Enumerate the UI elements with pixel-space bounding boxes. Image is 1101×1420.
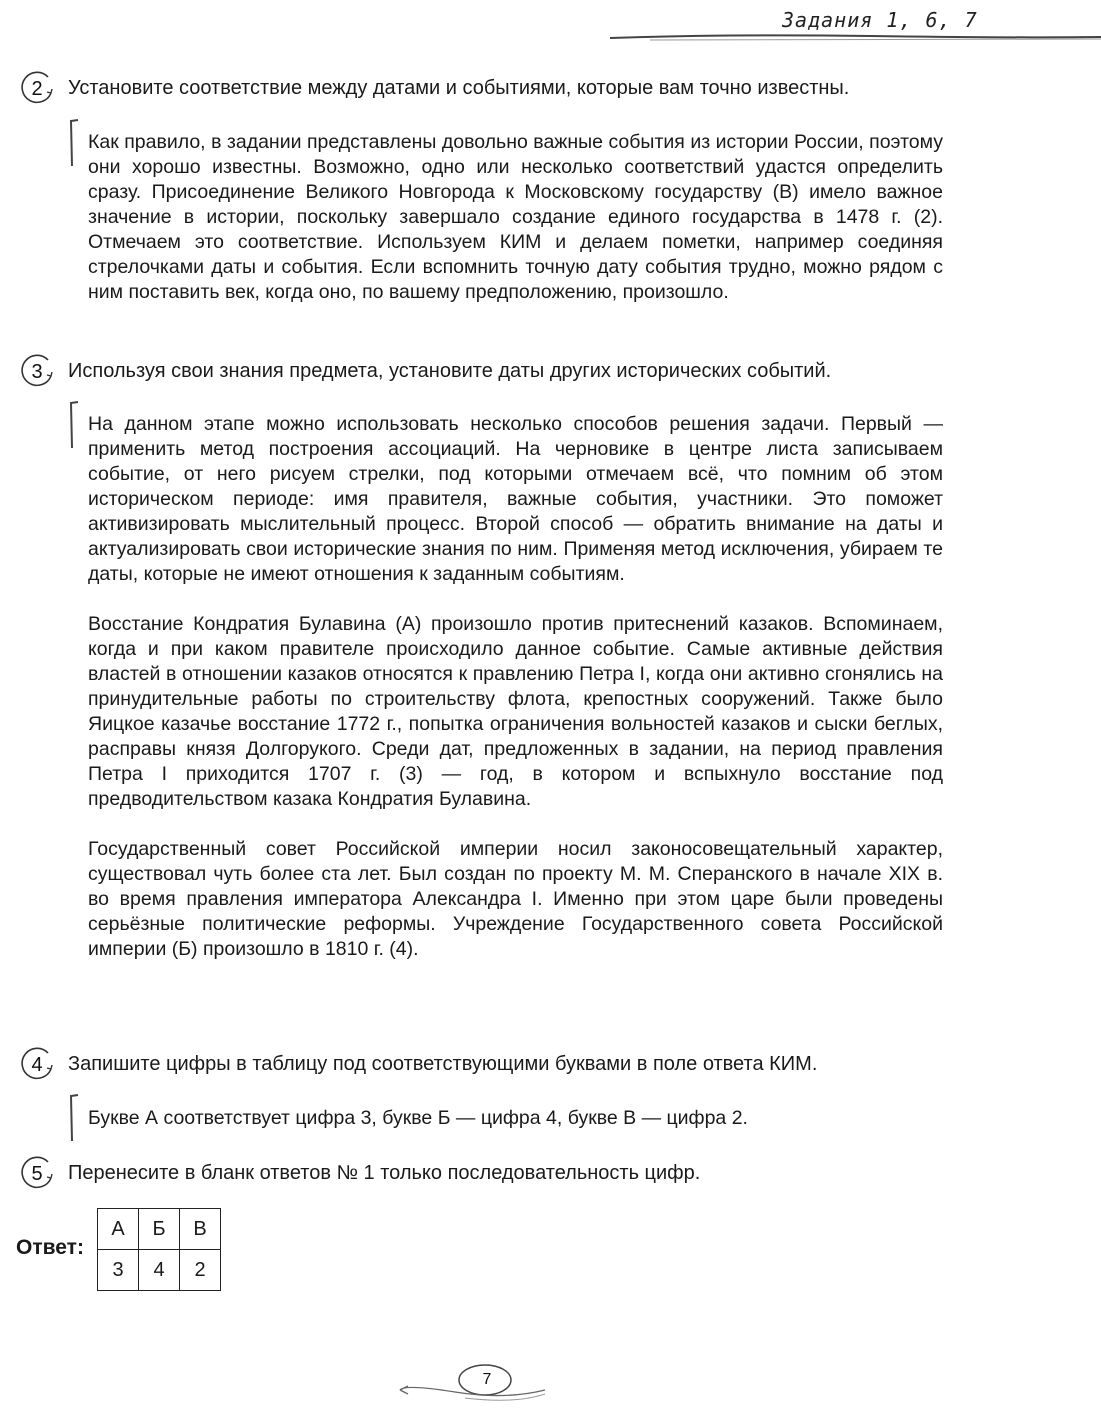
step-instruction: Установите соответствие между датами и событиями, которые вам точно известны. bbox=[68, 77, 850, 99]
note-bracket-icon bbox=[68, 118, 80, 168]
step-number: 5 bbox=[31, 1163, 43, 1185]
note-paragraph: На данном этапе можно использовать несколько способов решения задачи. Первый — применить метод построения ассоциаций. На черновике в центре листа записываем событие, от него рисуем стрелки, под которыми отмечаем всё, что помним об этом историческом периоде: имя правителя, важные события, участники. Это поможет активизировать мыслительный процесс. Второй способ — обратить внимание на даты и актуализировать свои исторические знания по ним. Применяя метод исключения, убираем те даты, которые не имеют отношения к заданным событиям. bbox=[88, 413, 943, 585]
answer-value-cell: 2 bbox=[180, 1250, 221, 1291]
step-instruction: Запишите цифры в таблицу под соответствующими буквами в поле ответа КИМ. bbox=[68, 1053, 818, 1075]
step-number: 2 bbox=[31, 78, 43, 100]
page-number: 7 bbox=[482, 1371, 492, 1388]
note-step-2 bbox=[68, 118, 948, 333]
step-instruction: Перенесите в бланк ответов № 1 только последовательность цифр. bbox=[68, 1162, 701, 1184]
answer-header-cell: Б bbox=[139, 1209, 180, 1250]
note-paragraph: Государственный совет Российской империи носил законосовещательный характер, существовал чуть более ста лет. Был создан по проекту М. М. Сперанского в начале XIX в. во время правления императора Александра I. Именно при этом царе были проведены серьёзные политические реформы. Учреждение Государственного совета Российской империи (Б) произошло в 1810 г. (4). bbox=[88, 838, 943, 960]
answer-value-cell: 3 bbox=[98, 1250, 139, 1291]
answer-value-row bbox=[98, 1250, 221, 1291]
step-number: 4 bbox=[31, 1054, 43, 1076]
answer-label: Ответ: bbox=[16, 1236, 84, 1259]
note-paragraph: Как правило, в задании представлены довольно важные события из истории России, поэтому они хорошо известны. Возможно, одно или несколько соответствий удастся определить сразу. Присоединение Великого Новгорода к Московскому государству (В) имело важное значение в истории, поскольку завершало создание единого государства в 1478 г. (2). Отмечаем это соответствие. Используем КИМ и делаем пометки, например соединяя стрелочками даты и события. Если вспомнить точную дату события трудно, можно рядом с ним поставить век, когда оно, по вашему предположению, произошло. bbox=[88, 131, 943, 303]
answer-header-row bbox=[98, 1209, 221, 1250]
step-number-badge bbox=[18, 70, 56, 108]
step-number-badge bbox=[18, 1046, 56, 1084]
answer-header-cell: В bbox=[180, 1209, 221, 1250]
header-rule bbox=[610, 30, 1101, 44]
step-number: 3 bbox=[31, 361, 43, 383]
answer-value-cell: 4 bbox=[139, 1250, 180, 1291]
note-step-4 bbox=[68, 1093, 948, 1143]
section-header-title: Задания 1, 6, 7 bbox=[782, 8, 978, 32]
step-number-badge bbox=[18, 353, 56, 391]
note-step-3 bbox=[68, 400, 948, 1030]
note-bracket-icon bbox=[68, 400, 80, 450]
note-bracket-icon bbox=[68, 1093, 80, 1143]
step-instruction: Используя свои знания предмета, установите даты других исторических событий. bbox=[68, 360, 832, 382]
note-paragraph: Букве А соответствует цифра 3, букве Б — цифра 4, букве В — цифра 2. bbox=[88, 1107, 748, 1129]
answer-table bbox=[97, 1208, 221, 1291]
note-paragraph: Восстание Кондратия Булавина (А) произошло против притеснений казаков. Вспоминаем, когда и при каком правителе происходило данное событие. Самые активные действия властей в отношении казаков относятся к правлению Петра I, когда они активно сгонялись на принудительные работы по строительству флота, крепостных сооружений. Также было Яицкое казачье восстание 1772 г., попытка ограничения вольностей казаков и сыски беглых, расправы князя Долгорукого. Среди дат, предложенных в задании, на период правления Петра I приходится 1707 г. (3) — год, в котором и вспыхнуло восстание под предводительством казака Кондратия Булавина. bbox=[88, 613, 943, 810]
step-number-badge bbox=[18, 1155, 56, 1193]
answer-header-cell: А bbox=[98, 1209, 139, 1250]
